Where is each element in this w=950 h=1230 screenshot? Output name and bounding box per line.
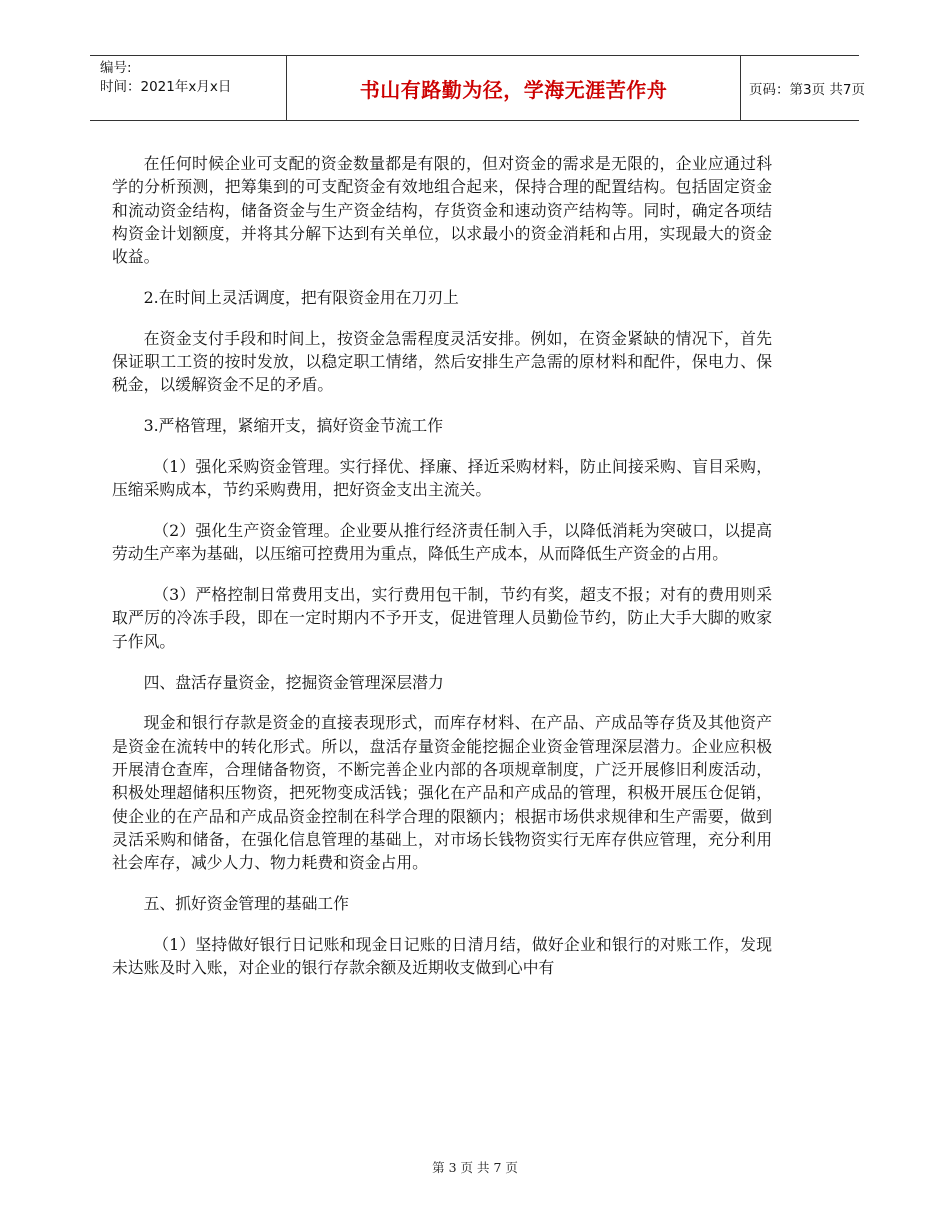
list-item-paragraph: （3）严格控制日常费用支出，实行费用包干制，节约有奖，超支不报；对有的费用则采取严厉的冷冻手段，即在一定时期内不予开支，促进管理人员勤俭节约，防止大手大脚的败家子作风。 [112,585,772,651]
page-header [90,55,865,121]
page-footer [0,1158,950,1176]
list-item-paragraph: （1）坚持做好银行日记账和现金日记账的日清月结，做好企业和银行的对账工作，发现未达账及时入账，对企业的银行存款余额及近期收支做到心中有 [112,934,772,978]
header-motto: 书山有路勤为径，学海无涯苦作舟 [359,77,668,102]
document-time-label: 时间：2021年x月x日 [100,79,232,95]
document-number-label: 编号: [100,60,132,76]
body-paragraph: 在资金支付手段和时间上，按资金急需程度灵活安排。例如，在资金紧缺的情况下，首先保证职工工资的按时发放，以稳定职工情绪，然后安排生产急需的原材料和配件，保电力、保税金，以缓解资金不足的矛盾。 [112,328,772,395]
body-paragraph: 现金和银行存款是资金的直接表现形式，而库存材料、在产品、产成品等存货及其他资产是资金在流转中的转化形式。所以，盘活存量资金能挖掘企业资金管理深层潜力。企业应积极开展清仓查库，合理储备物资，不断完善企业内部的各项规章制度，广泛开展修旧利废活动，积极处理超储积压物资，把死物变成活钱；强化在产品和产成品的管理，积极开展压仓促销，使企业的在产品和产成品资金控制在科学合理的限额内；根据市场供求规律和生产需要，做到灵活采购和储备，在强化信息管理的基础上，对市场长钱物资实行无库存供应管理，充分利用社会库存，减少人力、物力耗费和资金占用。 [112,713,772,873]
header-page-number: 页码：第3页 共7页 [749,82,865,98]
header-page-cell [741,56,865,120]
header-motto-cell [286,56,741,120]
header-meta [90,56,286,120]
body-paragraph: 在任何时候企业可支配的资金数量都是有限的，但对资金的需求是无限的，企业应通过科学的分析预测，把筹集到的可支配资金有效地组合起来，保持合理的配置结构。包括固定资金和流动资金结构，储备资金与生产资金结构，存货资金和速动资产结构等。同时，确定各项结构资金计划额度，并将其分解下达到有关单位，以求最小的资金消耗和占用，实现最大的资金收益。 [112,154,772,267]
section-heading: 3.严格管理，紧缩开支，搞好资金节流工作 [143,416,444,436]
section-heading: 四、盘活存量资金，挖掘资金管理深层潜力 [143,672,444,692]
document-body [112,152,772,997]
list-item-paragraph: （1）强化采购资金管理。实行择优、择廉、择近采购材料，防止间接采购、盲目采购，压缩采购成本，节约采购费用，把好资金支出主流关。 [112,456,772,500]
list-item-paragraph: （2）强化生产资金管理。企业要从推行经济责任制入手，以降低消耗为突破口，以提高劳动生产率为基础，以压缩可控费用为重点，降低生产成本，从而降低生产资金的占用。 [112,521,772,564]
section-heading: 五、抓好资金管理的基础工作 [143,893,349,913]
section-heading: 2.在时间上灵活调度，把有限资金用在刀刃上 [143,287,459,307]
footer-page-number: 第 3 页 共 7 页 [432,1160,518,1175]
